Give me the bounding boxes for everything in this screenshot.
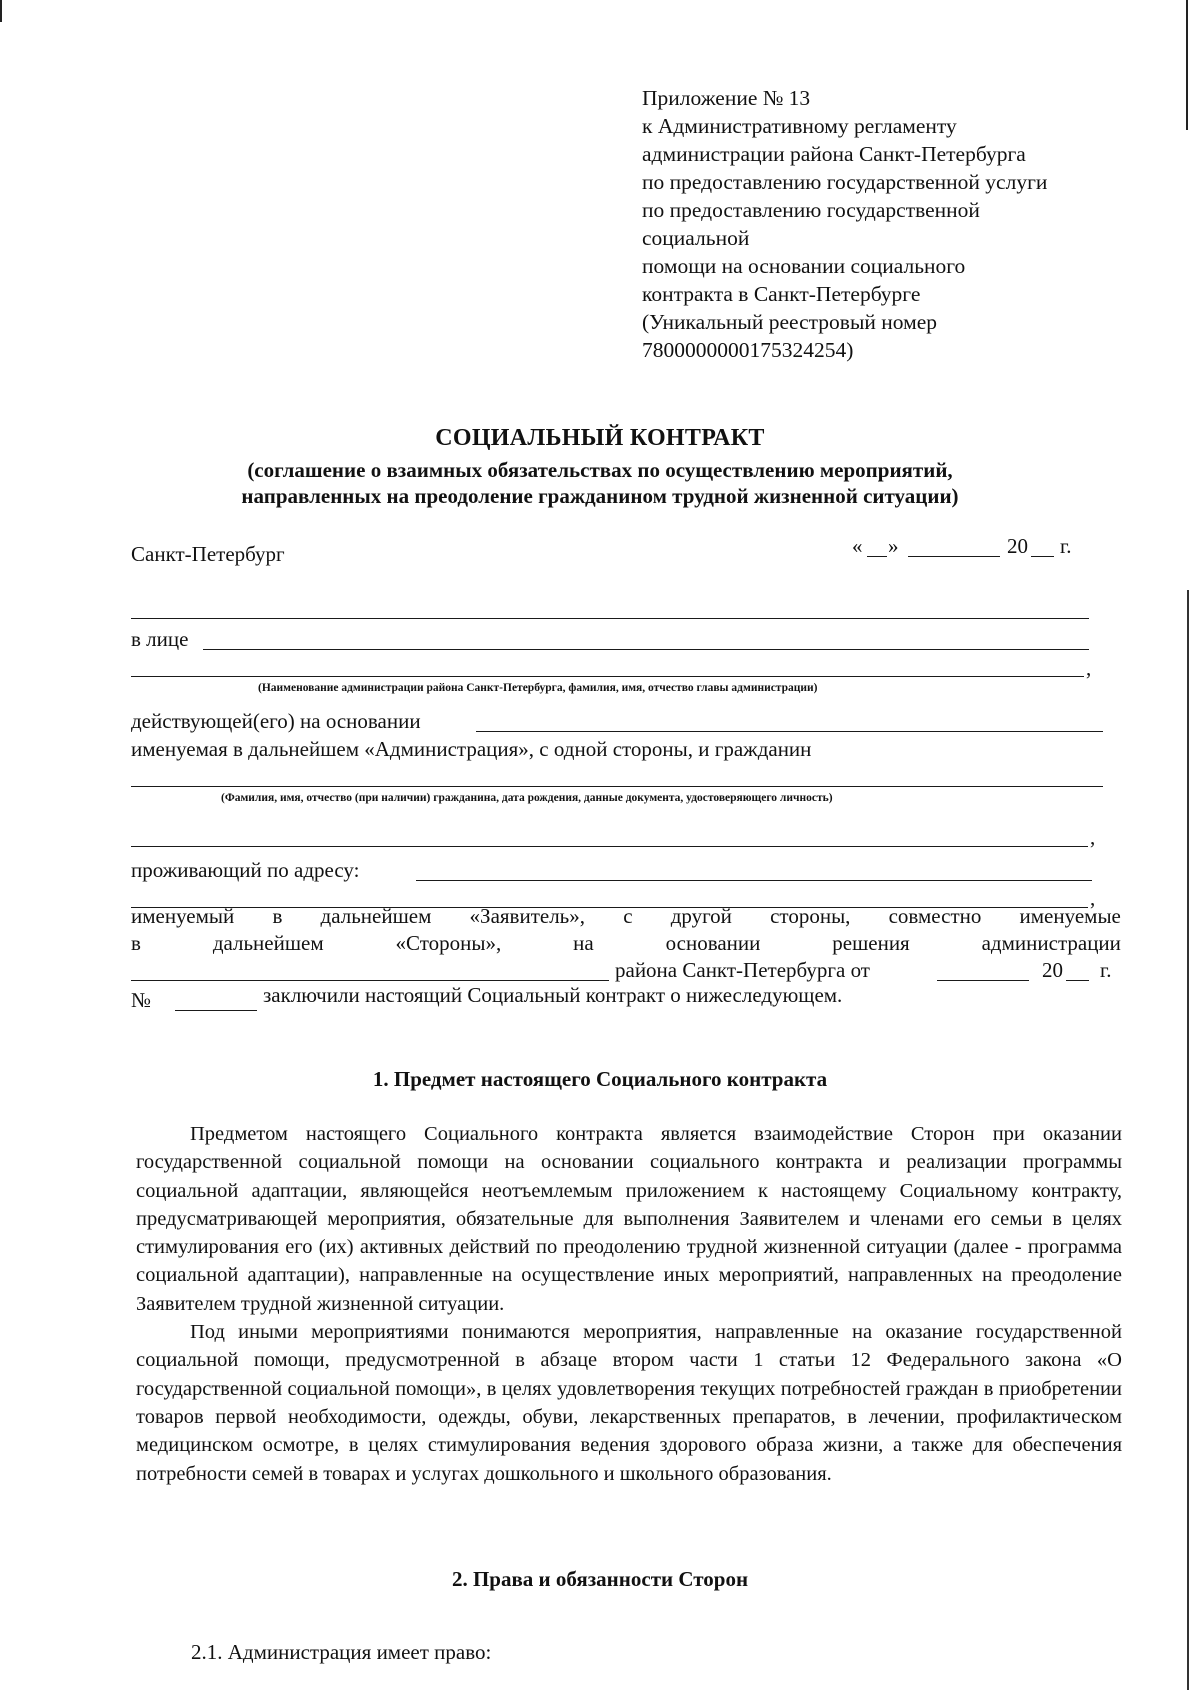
- hereinafter-admin-text: именуемая в дальнейшем «Администрация», с одной стороны, и гражданин: [131, 737, 812, 761]
- word: именуемые: [1019, 904, 1121, 928]
- word: «Стороны»,: [395, 931, 502, 955]
- item-2-1: 2.1. Администрация имеет право:: [191, 1640, 492, 1664]
- admin-name-line-2[interactable]: [203, 649, 1089, 650]
- word: совместно: [888, 904, 982, 928]
- admin-name-line-3[interactable]: [131, 676, 1084, 677]
- decision-year-blank[interactable]: [1066, 980, 1089, 981]
- appendix-line: (Уникальный реестровый номер: [642, 310, 938, 334]
- citizen-caption: (Фамилия, имя, отчество (при наличии) гражданина, дата рождения, данные документа, удостоверяющего личность): [221, 792, 833, 804]
- decision-blank[interactable]: [131, 980, 609, 981]
- document-subtitle-line-2: направленных на преодоление гражданином трудной жизненной ситуации): [241, 484, 959, 508]
- word: стороны,: [770, 904, 851, 928]
- appendix-line: по предоставлению государственной услуги: [642, 170, 1048, 194]
- acting-basis-line[interactable]: [476, 731, 1103, 732]
- appendix-line: помощи на основании социального: [642, 254, 966, 278]
- date-close-quote: »: [888, 534, 899, 558]
- appendix-line: к Административному регламенту: [642, 114, 957, 138]
- comma-mark: ,: [1090, 886, 1096, 910]
- document-subtitle-line-1: (соглашение о взаимных обязательствах по осуществлению мероприятий,: [247, 458, 953, 482]
- word: администрации: [981, 931, 1121, 955]
- scan-edge-mark: [1187, 590, 1189, 1690]
- decision-number-blank[interactable]: [175, 1010, 257, 1011]
- word: в: [131, 931, 141, 955]
- word: на: [573, 931, 594, 955]
- section-2-heading: 2. Права и обязанности Сторон: [451, 1567, 749, 1591]
- parties-line-1: [131, 904, 1121, 929]
- citizen-line-2[interactable]: [131, 846, 1088, 847]
- word: другой: [670, 904, 732, 928]
- decision-year: 20: [1042, 958, 1063, 982]
- word: «Заявитель»,: [469, 904, 586, 928]
- word: в: [272, 904, 283, 928]
- decision-district-text: района Санкт-Петербурга от: [615, 958, 870, 982]
- date-open-quote: «: [852, 534, 863, 558]
- scan-edge-mark: [0, 0, 2, 22]
- appendix-line: социальной: [642, 226, 750, 250]
- admin-name-line-1[interactable]: [131, 618, 1089, 619]
- concluded-text: заключили настоящий Социальный контракт о нижеследующем.: [263, 983, 843, 1007]
- appendix-line: 7800000000175324254): [642, 338, 854, 362]
- word: основании: [665, 931, 761, 955]
- decision-date-blank[interactable]: [937, 980, 1029, 981]
- decision-number-label: №: [131, 988, 152, 1012]
- scan-edge-mark: [1186, 0, 1188, 130]
- document-title: СОЦИАЛЬНЫЙ КОНТРАКТ: [435, 425, 765, 451]
- admin-caption: (Наименование администрации района Санкт-Петербурга, фамилия, имя, отчество главы администрации): [258, 682, 818, 694]
- word: с: [623, 904, 633, 928]
- word: дальнейшем: [212, 931, 324, 955]
- month-blank[interactable]: [908, 556, 1000, 557]
- section-1-paragraph-1: Предметом настоящего Социального контракта является взаимодействие Сторон при оказании государственной социальной помощи на основании социального контракта и реализации программы социальной адаптации, являющейся неотъемлемым приложением к настоящему Социальному контракту, предусматривающей мероприятия, обязательные для выполнения Заявителем и членами его семьи в целях стимулирования его (их) активных действий по преодолению трудной жизненной ситуации (далее - программа социальной адаптации), направленные на осуществление иных мероприятий, направленных на преодоление Заявителем трудной жизненной ситуации.: [136, 1123, 1122, 1315]
- section-1-paragraph-2: Под иными мероприятиями понимаются мероприятия, направленные на оказание государственной социальной помощи, предусмотренной в абзаце втором части 1 статьи 12 Федерального закона «О государственной социальной помощи», в целях удовлетворения текущих потребностей граждан в приобретении товаров первой необходимости, одежды, обуви, лекарственных препаратов, в лечении, профилактическом медицинском осмотре, в целях стимулирования ведения здорового образа жизни, а также для обеспечения потребности семей в товарах и услугах дошкольного и школьного образования.: [136, 1321, 1122, 1485]
- appendix-line: по предоставлению государственной: [642, 198, 980, 222]
- appendix-line: администрации района Санкт-Петербурга: [642, 142, 1026, 166]
- address-line-1[interactable]: [416, 880, 1092, 881]
- year-blank[interactable]: [1031, 556, 1054, 557]
- word: дальнейшем: [320, 904, 432, 928]
- appendix-line: контракта в Санкт-Петербурге: [642, 282, 921, 306]
- comma-mark: ,: [1086, 656, 1092, 680]
- word: решения: [832, 931, 910, 955]
- date-year-suffix: г.: [1060, 534, 1072, 558]
- residing-label: проживающий по адресу:: [131, 858, 360, 882]
- section-1-body: [136, 1120, 1122, 1488]
- citizen-line-1[interactable]: [131, 786, 1103, 787]
- comma-mark: ,: [1090, 825, 1096, 849]
- city-label: Санкт-Петербург: [131, 542, 285, 566]
- word: именуемый: [131, 904, 235, 928]
- appendix-line: Приложение № 13: [642, 86, 811, 110]
- appendix-header: [642, 84, 1112, 364]
- in-person-label: в лице: [131, 627, 189, 651]
- parties-line-2: [131, 931, 1121, 956]
- acting-basis-label: действующей(его) на основании: [131, 709, 421, 733]
- day-blank[interactable]: [867, 556, 887, 557]
- decision-year-suffix: г.: [1100, 958, 1112, 982]
- section-1-heading: 1. Предмет настоящего Социального контракта: [372, 1067, 828, 1091]
- date-year: 20: [1007, 534, 1028, 558]
